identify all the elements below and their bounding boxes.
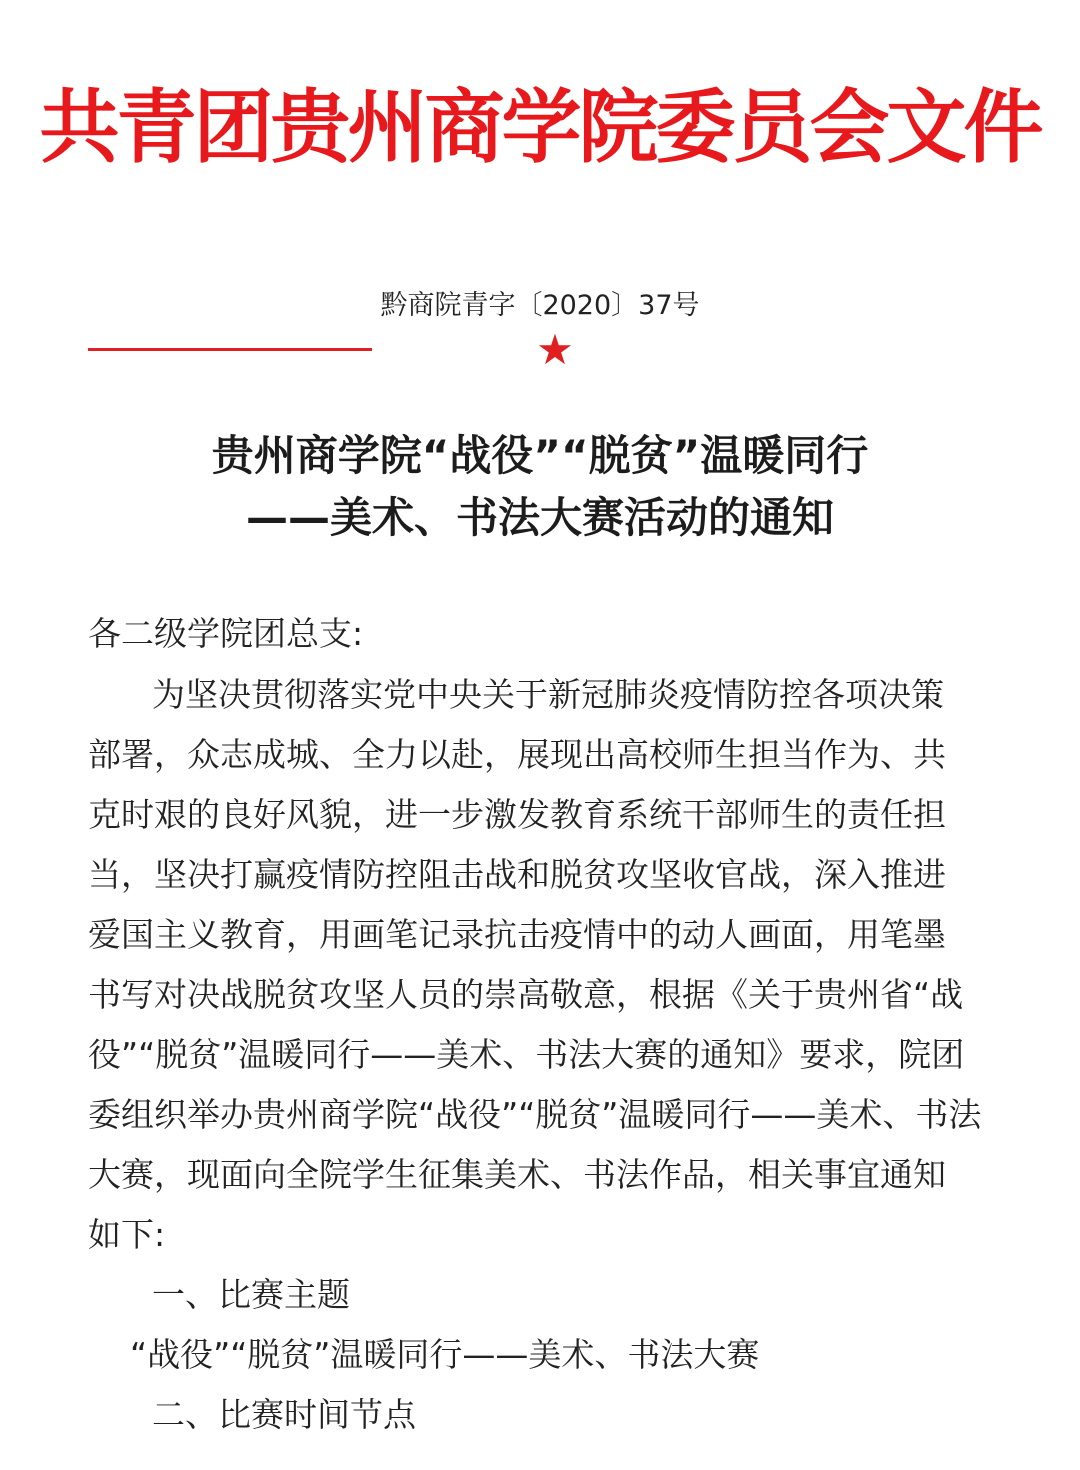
paragraph-line: 大赛，现面向全院学生征集美术、书法作品，相关事宜通知 [88,1155,946,1194]
notice-title-line-2: ——美术、书法大赛活动的通知 [245,493,834,542]
section-heading-schedule: 二、比赛时间节点 [152,1395,416,1434]
paragraph-line: 委组织举办贵州商学院“战役”“脱贫”温暖同行——美术、书法 [88,1095,982,1134]
org-document-header: 共青团贵州商学院委员会文件 [39,81,1041,174]
red-divider-line [88,348,372,351]
paragraph-line: 为坚决贯彻落实党中央关于新冠肺炎疫情防控各项决策 [152,675,944,714]
salutation: 各二级学院团总支: [88,614,364,653]
notice-title-line-1: 贵州商学院“战役”“脱贫”温暖同行 [211,431,869,480]
paragraph-line: 当，坚决打赢疫情防控阻击战和脱贫攻坚收官战，深入推进 [88,855,946,894]
paragraph-line: 书写对决战脱贫攻坚人员的崇高敬意，根据《关于贵州省“战 [88,975,964,1014]
document-number: 黔商院青字〔2020〕37号 [380,290,700,321]
paragraph-line: 如下: [88,1215,166,1254]
paragraph-line: 克时艰的良好风貌，进一步激发教育系统干部师生的责任担 [88,795,946,834]
paragraph-line: 役”“脱贫”温暖同行——美术、书法大赛的通知》要求，院团 [88,1035,965,1074]
red-star-icon: ★ [536,325,574,374]
section-theme-text: “战役”“脱贫”温暖同行——美术、书法大赛 [130,1335,760,1374]
section-heading-theme: 一、比赛主题 [152,1275,350,1314]
paragraph-line: 爱国主义教育，用画笔记录抗击疫情中的动人画面，用笔墨 [88,915,946,954]
paragraph-line: 部署，众志成城、全力以赴，展现出高校师生担当作为、共 [88,735,946,774]
